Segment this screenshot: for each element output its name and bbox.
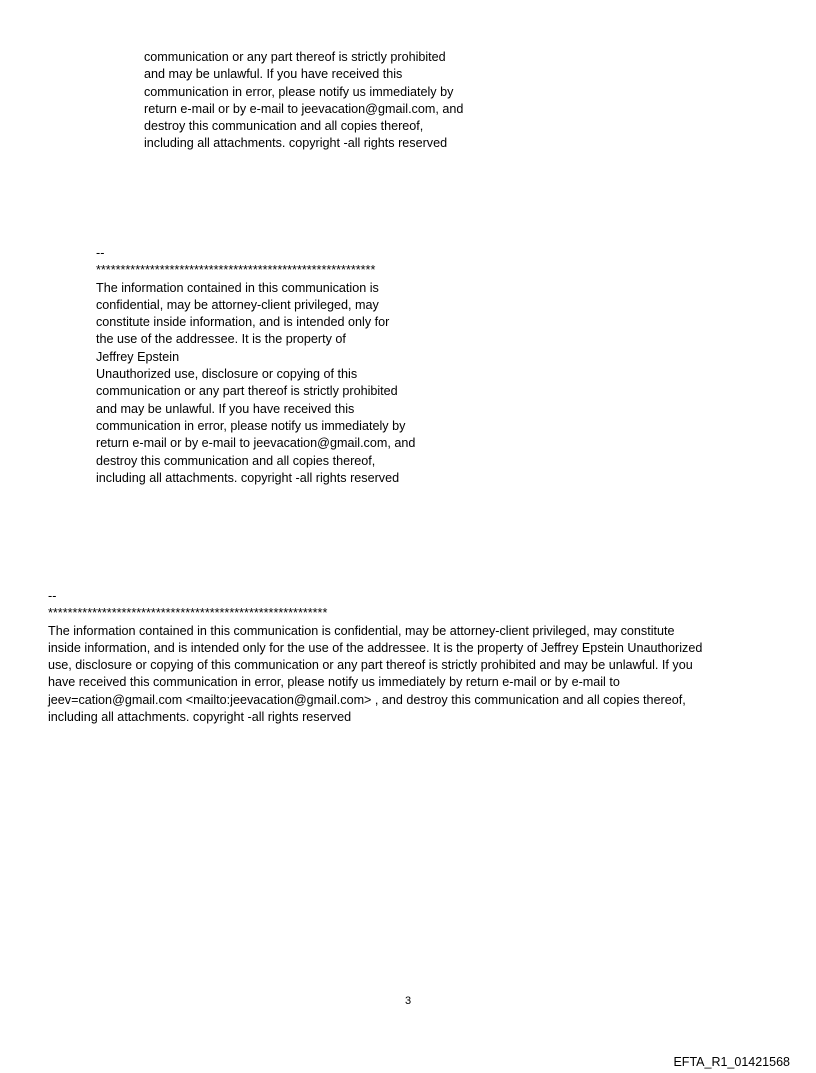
separator-dashes: -- — [96, 246, 105, 260]
text-line: Unauthorized use, disclosure or copying of this — [96, 367, 358, 382]
text-line: communication in error, please notify us immediately by — [96, 418, 406, 433]
text-line: including all attachments. copyright -all rights reserved — [144, 136, 448, 151]
text-line: destroy this communication and all copies thereof, — [96, 453, 376, 468]
page-number: 3 — [404, 995, 412, 1007]
separator-stars: ********************************************************* — [96, 263, 376, 278]
disclaimer-block-2 — [96, 245, 415, 487]
document-id: EFTA_R1_01421568 — [673, 1055, 790, 1069]
text-line: have received this communication in error, please notify us immediately by return e-mail or by e-mail to — [48, 675, 620, 690]
text-line: constitute inside information, and is intended only for — [96, 315, 390, 330]
text-line: and may be unlawful. If you have received this — [144, 67, 403, 82]
text-line: confidential, may be attorney-client privileged, may — [96, 297, 379, 312]
text-line: communication or any part thereof is strictly prohibited — [96, 384, 398, 399]
text-line: including all attachments. copyright -all rights reserved — [96, 470, 400, 485]
text-line: Jeffrey Epstein — [96, 349, 180, 364]
disclaimer-block-3 — [48, 588, 702, 726]
separator-stars: ********************************************************* — [48, 606, 328, 621]
text-line: communication or any part thereof is strictly prohibited — [144, 50, 446, 64]
text-line: destroy this communication and all copies thereof, — [144, 119, 424, 134]
text-line: including all attachments. copyright -all rights reserved — [48, 710, 352, 725]
text-line: inside information, and is intended only for the use of the addressee. It is the property of Jeffrey Epstein Unauthorized — [48, 640, 703, 655]
text-line: jeev=cation@gmail.com <mailto:jeevacation@gmail.com> , and destroy this communication and all copies thereof, — [48, 692, 686, 707]
text-line: return e-mail or by e-mail to jeevacation@gmail.com, and — [144, 101, 464, 116]
text-line: The information contained in this communication is — [96, 280, 379, 295]
separator-dashes: -- — [48, 589, 57, 603]
text-line: communication in error, please notify us immediately by — [144, 84, 454, 99]
text-line: the use of the addressee. It is the property of — [96, 332, 346, 347]
disclaimer-block-1 — [144, 49, 463, 153]
text-line: return e-mail or by e-mail to jeevacation@gmail.com, and — [96, 436, 416, 451]
text-line: The information contained in this communication is confidential, may be attorney-client privileged, may constitute — [48, 623, 675, 638]
text-line: use, disclosure or copying of this communication or any part thereof is strictly prohibited and may be unlawful. If you — [48, 658, 693, 673]
text-line: and may be unlawful. If you have received this — [96, 401, 355, 416]
